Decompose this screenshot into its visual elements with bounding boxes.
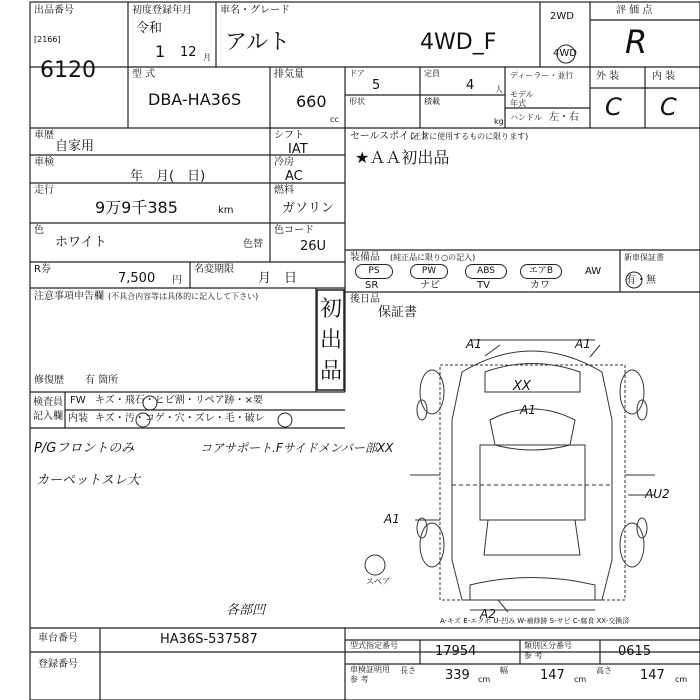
new-car-label: 新車保証書 xyxy=(624,253,664,262)
mileage-value: 9万9千385 xyxy=(95,198,178,217)
capacity-label: 定員 xyxy=(424,69,440,78)
width-unit: cm xyxy=(574,675,587,684)
selling-value: ★ＡＡ初出品 xyxy=(355,148,450,167)
ac-label: 冷房 xyxy=(274,157,294,168)
mileage-unit: km xyxy=(218,205,234,216)
lot-label: 出品番号 xyxy=(34,5,74,16)
handle-label: ハンドル xyxy=(510,113,542,122)
shape-label: 形状 xyxy=(349,97,365,106)
mileage-label: 走行 xyxy=(34,185,54,196)
class-value: 0615 xyxy=(618,644,652,659)
interior-check-items: キズ・汚・コゲ・穴・ズレ・毛・破レ xyxy=(95,413,265,424)
history-value: 自家用 xyxy=(55,139,95,154)
equip-pw: PW xyxy=(410,264,448,279)
dims-label: 車検証明用 xyxy=(350,665,390,674)
displacement-label: 排気量 xyxy=(274,69,304,80)
width-value: 147 xyxy=(540,668,565,683)
new-car-value: 有・無 xyxy=(626,275,656,286)
door-value: 5 xyxy=(372,78,381,93)
type-num-label: 型式指定番号 xyxy=(350,641,398,650)
damage-legend: A-キズ E-エクボ U-凹み W-補修跡 S-サビ C-腐食 XX-交換済 xyxy=(440,617,630,625)
color-label: 色 xyxy=(34,225,44,236)
width-label: 幅 xyxy=(500,666,508,675)
model-value: DBA-HA36S xyxy=(148,90,242,109)
first-reg-year: 1 xyxy=(155,42,166,61)
car-body-diagram xyxy=(365,337,655,612)
car-name: アルト xyxy=(225,30,291,55)
equip-aw: AW xyxy=(585,266,602,277)
equip-navi: ナビ xyxy=(420,280,440,291)
car-grade: 4WD_F xyxy=(420,30,497,55)
inspector-label: 検査員記入欄 xyxy=(33,397,63,422)
accessory-label: 後日品 xyxy=(350,294,380,305)
class-ref-label: 参 考 xyxy=(524,651,543,660)
drive-4wd: 4WD xyxy=(553,48,577,59)
name-change-value: 月 日 xyxy=(258,271,298,286)
height-value: 147 xyxy=(640,668,665,683)
interior-check-label: 内装 xyxy=(68,413,88,424)
recycle-unit: 円 xyxy=(172,275,182,286)
interior-label: 内 装 xyxy=(652,71,676,82)
spare-label: スペア xyxy=(366,577,390,586)
model-year-label: モデル年式 xyxy=(510,90,534,108)
repair-value: 有 箇所 xyxy=(85,375,119,386)
recycle-label: R券 xyxy=(34,264,51,275)
equip-tv: TV xyxy=(477,280,490,291)
diagram-mark-front-left: A1 xyxy=(466,337,482,351)
lot-number: 6120 xyxy=(40,58,96,83)
equipment-label: 装備品 xyxy=(350,252,380,263)
dims-ref-label: 参 考 xyxy=(350,675,369,684)
handwritten-note-3: コアサポート.Fサイドメンバー部XX xyxy=(200,441,394,455)
shift-value: IAT xyxy=(288,142,308,157)
recycle-value: 7,500 xyxy=(118,271,156,286)
diagram-mark-right-side: AU2 xyxy=(645,487,670,501)
repair-label: 修復歴 xyxy=(34,375,64,386)
exterior-score: C xyxy=(605,93,622,121)
length-value: 339 xyxy=(445,668,470,683)
notes-label: 注意事項申告欄 xyxy=(34,291,104,302)
diagram-mark-core-support: XX xyxy=(513,379,531,394)
handwritten-note-4: 各部凹 xyxy=(226,603,266,618)
color-change-label: 色替 xyxy=(243,239,263,250)
chassis-value: HA36S-537587 xyxy=(160,632,258,647)
month-unit: 月 xyxy=(203,53,211,62)
equip-ps: PS xyxy=(355,264,393,279)
diagram-mark-left-side: A1 xyxy=(384,512,400,526)
displacement-value: 660 xyxy=(296,92,327,111)
ac-value: AC xyxy=(285,169,303,184)
inspection-value: 年 月( 日) xyxy=(130,169,206,184)
length-unit: cm xyxy=(478,675,491,684)
fuel-label: 燃料 xyxy=(274,185,294,196)
dealer-label: ディーラー・並行 xyxy=(510,71,574,80)
equip-abs: ABS xyxy=(465,264,507,279)
equipment-note: (純正品に限り○の記入) xyxy=(390,253,476,262)
inspection-label: 車検 xyxy=(34,157,54,168)
diagram-mark-hood: A1 xyxy=(520,403,536,417)
capacity-unit: 人 xyxy=(495,85,503,94)
name-change-label: 名変期限 xyxy=(194,264,234,275)
load-unit: kg xyxy=(494,117,504,126)
fuel-value: ガソリン xyxy=(282,201,335,216)
reg-label: 登録番号 xyxy=(38,659,78,670)
equip-leather: カワ xyxy=(530,280,550,291)
load-label: 積載 xyxy=(424,97,440,106)
exterior-label: 外 装 xyxy=(596,71,620,82)
handle-value: 左・右 xyxy=(549,112,579,123)
equip-airbag: エアB xyxy=(520,264,562,279)
drive-2wd: 2WD xyxy=(550,11,574,22)
history-label: 車歴 xyxy=(34,130,54,141)
era: 令和 xyxy=(136,21,163,36)
lot-code: [2166] xyxy=(34,35,61,44)
shift-label: シフト xyxy=(274,130,304,141)
fw-items: キズ・飛石・ヒビ割・リペア跡・×要 xyxy=(95,395,263,406)
chassis-label: 車台番号 xyxy=(38,633,78,644)
selling-note: (正常に使用するものに限ります) xyxy=(410,132,529,141)
accessory-value: 保証書 xyxy=(378,305,418,320)
equip-sr: SR xyxy=(365,280,379,291)
notes-sub-label: (不具合内容等は具体的に記入して下さい) xyxy=(108,292,259,301)
handwritten-note-2: カーペットスレ大 xyxy=(36,473,140,488)
diagram-mark-front-right: A1 xyxy=(575,337,591,351)
type-num-value: 17954 xyxy=(435,644,477,659)
length-label: 長さ xyxy=(400,666,416,675)
score-label: 評 価 点 xyxy=(616,5,653,16)
door-label: ドア xyxy=(349,69,365,78)
handwritten-note-1: P/Gフロントのみ xyxy=(34,441,135,456)
model-label: 型 式 xyxy=(132,69,156,80)
height-unit: cm xyxy=(675,675,688,684)
color-code-value: 26U xyxy=(300,239,327,254)
selling-label: セールスポイント xyxy=(350,131,430,142)
score-value: R xyxy=(625,23,648,61)
class-label: 類別区分番号 xyxy=(524,641,572,650)
first-reg-month: 12 xyxy=(180,45,197,60)
height-label: 高さ xyxy=(596,666,612,675)
displacement-unit: cc xyxy=(330,115,339,124)
first-reg-label: 初度登録年月 xyxy=(132,5,192,16)
diagram-mark-rear: A2 xyxy=(480,607,496,621)
color-code-label: 色コード xyxy=(274,225,314,236)
first-listing-stamp: 初出品 xyxy=(320,297,343,384)
color-value: ホワイト xyxy=(55,235,107,250)
name-grade-label: 車名・グレード xyxy=(220,5,290,16)
fw-label: FW xyxy=(70,395,86,406)
interior-score: C xyxy=(660,93,677,121)
capacity-value: 4 xyxy=(466,78,475,93)
